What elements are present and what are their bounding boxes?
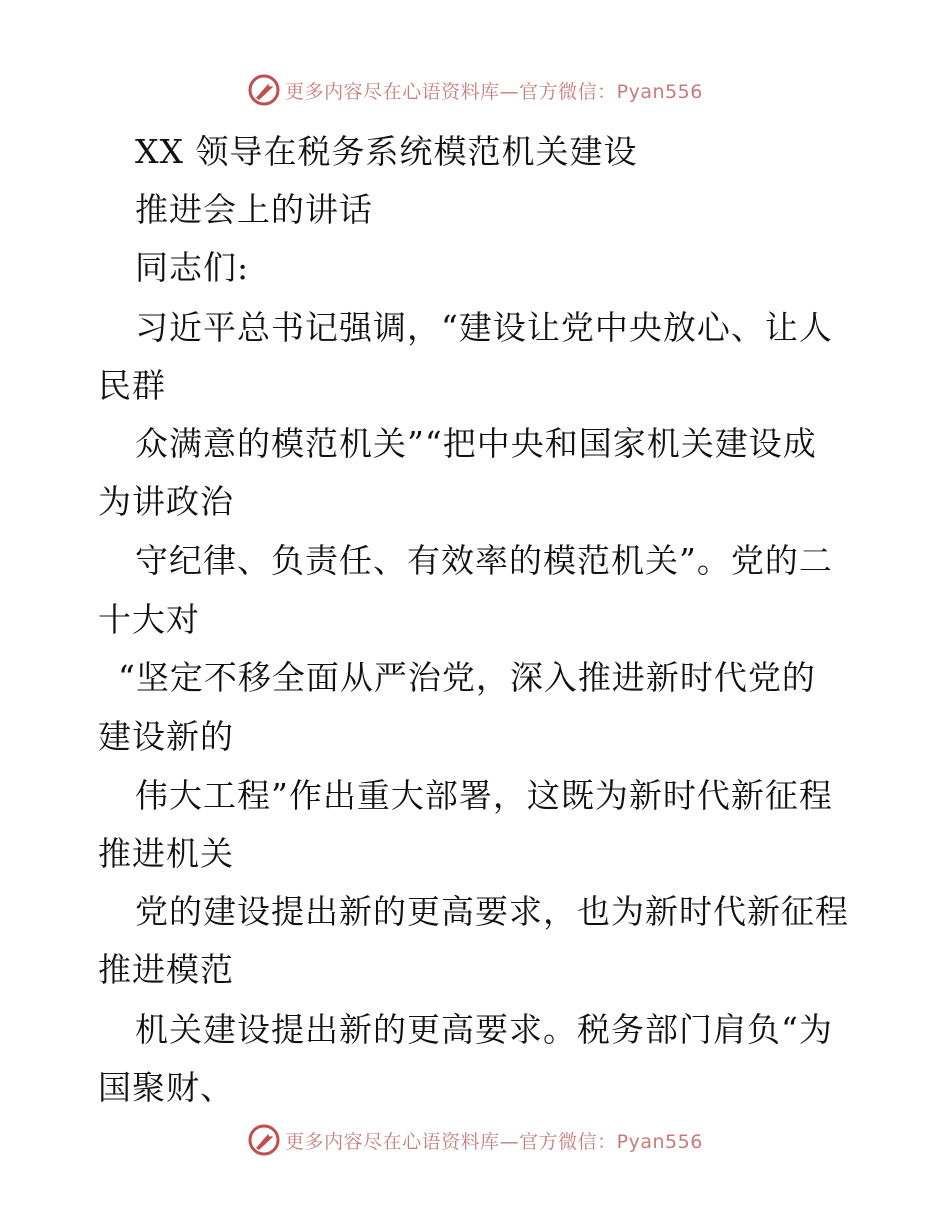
body-line: 伟大工程”作出重大部署，这既为新时代新征程 (135, 776, 833, 815)
footer-banner-text: 更多内容尽在心语资料库—官方微信：Pyan556 (285, 1130, 703, 1153)
body-line: 守纪律、负责任、有效率的模范机关”。党的二 (135, 541, 833, 580)
body-line: 十大对 (98, 600, 200, 639)
body-line: 建设新的 (98, 717, 234, 756)
header-banner-text: 更多内容尽在心语资料库—官方微信：Pyan556 (285, 80, 703, 103)
body-line: 众满意的模范机关”“把中央和国家机关建设成 (135, 424, 817, 463)
body-line: 党的建设提出新的更高要求，也为新时代新征程 (135, 892, 849, 931)
body-line: “坚定不移全面从严治党，深入推进新时代党的 (118, 658, 816, 697)
body-line: 推进机关 (98, 834, 234, 873)
body-line: 习近平总书记强调，“建设让党中央放心、让人 (135, 308, 833, 347)
salutation: 同志们: (135, 248, 250, 287)
body-line: 民群 (98, 366, 166, 405)
body-line: 推进模范 (98, 950, 234, 989)
pen-nib-logo-icon (247, 73, 281, 107)
body-line: 国聚财、 (98, 1068, 234, 1107)
document-title-line-1: XX 领导在税务系统模范机关建设 (135, 132, 638, 171)
body-line: 为讲政治 (98, 482, 234, 521)
body-line: 机关建设提出新的更高要求。税务部门肩负“为 (135, 1010, 833, 1049)
footer-banner (0, 1120, 950, 1160)
header-banner (0, 70, 950, 110)
pen-nib-logo-icon (247, 1123, 281, 1157)
document-title-line-2: 推进会上的讲话 (135, 190, 373, 229)
